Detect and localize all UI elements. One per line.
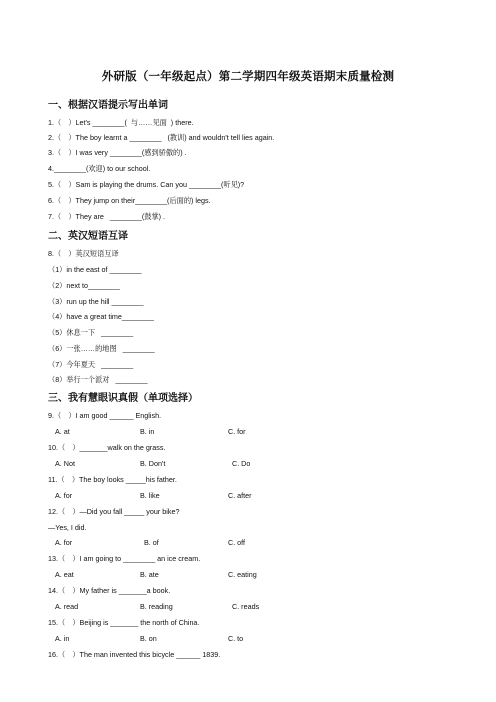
option-b: B. on — [140, 634, 157, 643]
phrase-line: （4）have a great time________ — [48, 312, 154, 321]
question-line: 8.（ ）英汉短语互译 — [48, 249, 119, 258]
option-a: A. for — [55, 491, 73, 500]
page-title: 外研版（一年级起点）第二学期四年级英语期末质量检测 — [101, 69, 395, 83]
phrase-line: （8）举行一个派对 ________ — [48, 375, 148, 384]
question-stem: 9.（ ）I am good ______ English. — [48, 411, 162, 420]
option-b: B. reading — [140, 602, 173, 611]
phrase-line: （6）一张……的地图 ________ — [48, 344, 155, 353]
section-heading-1: 一、根据汉语提示写出单词 — [48, 100, 168, 111]
option-c: C. Do — [232, 459, 251, 468]
option-a: A. Not — [55, 459, 75, 468]
option-a: A. for — [55, 538, 73, 547]
phrase-line: （5）休息一下 ________ — [48, 328, 134, 337]
option-a: A. at — [55, 427, 70, 436]
option-b: B. Don't — [140, 459, 166, 468]
option-c: C. eating — [228, 570, 257, 579]
question-stem: 12.（ ）—Did you fall _____ your bike? — [48, 507, 180, 516]
dialogue-reply: —Yes, I did. — [48, 523, 87, 532]
question-line: 5.（ ）Sam is playing the drums. Can you ________(听见)? — [48, 180, 245, 189]
question-line: 7.（ ）They are ________(鼓掌) . — [48, 212, 166, 221]
phrase-line: （1）in the east of ________ — [48, 265, 142, 274]
question-stem: 11.（ ）The boy looks _____his father. — [48, 475, 177, 484]
question-stem: 15.（ ）Beijing is _______ the north of China. — [48, 618, 200, 627]
option-c: C. after — [228, 491, 252, 500]
option-c: C. off — [228, 538, 246, 547]
option-a: A. read — [55, 602, 79, 611]
option-a: A. eat — [55, 570, 74, 579]
phrase-line: （7）今年夏天 ________ — [48, 360, 134, 369]
option-c: C. for — [228, 427, 246, 436]
phrase-line: （3）run up the hill ________ — [48, 297, 144, 306]
option-b: B. in — [140, 427, 155, 436]
option-b: B. ate — [140, 570, 159, 579]
option-b: B. of — [144, 538, 159, 547]
section-heading-3: 三、我有慧眼识真假（单项选择） — [48, 393, 198, 404]
option-a: A. in — [55, 634, 70, 643]
question-line: 1.（ ）Let's ________( 与……见面 ) there. — [48, 118, 194, 127]
question-stem: 16.（ ）The man invented this bicycle ______ 1839. — [48, 650, 221, 659]
question-stem: 14.（ ）My father is _______a book. — [48, 586, 171, 595]
option-c: C. to — [228, 634, 244, 643]
question-line: 4.________(欢迎) to our school. — [48, 164, 151, 173]
phrase-line: （2）next to________ — [48, 281, 120, 290]
question-line: 2.（ ）The boy learnt a ________ (教训) and wouldn't tell lies again. — [48, 133, 275, 142]
question-stem: 13.（ ）I am going to ________ an ice cream. — [48, 554, 201, 563]
question-line: 3.（ ）I was very ________(感到骄傲的) . — [48, 148, 187, 157]
question-line: 6.（ ）They jump on their________(后面的) legs. — [48, 196, 211, 205]
section-heading-2: 二、英汉短语互译 — [48, 231, 128, 242]
option-b: B. like — [140, 491, 160, 500]
option-c: C. reads — [232, 602, 260, 611]
question-stem: 10.（ ）_______walk on the grass. — [48, 443, 166, 452]
